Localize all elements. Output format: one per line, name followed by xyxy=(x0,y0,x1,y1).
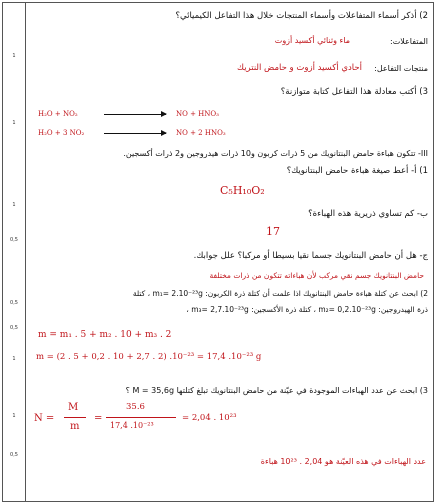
question-3-count: 3) ابحث عن عدد الهباءات الموجودة في عيّنة من حامض البنتانويك تبلغ كتلتها M = 35,6g ؟ xyxy=(125,386,428,395)
question-1a: 1) أ- أعط صيغة هباءة حامض البنتانويك؟ xyxy=(286,166,428,176)
question-2: 2) أذكر أسماء المتفاعلات وأسماء المنتجات خلال هذا التفاعل الكيميائي؟ xyxy=(175,11,428,21)
reaction-arrow-icon xyxy=(104,114,166,115)
part3-intro: III- تتكون هباءة حامض البنتانويك من 5 ذرات كربون و10 ذرات هيدروجين و2 ذرات أكسجين. xyxy=(123,149,428,158)
n-result: = 2,04 . 10²³ xyxy=(182,413,237,423)
reactants-label: المتفاعلات: xyxy=(390,37,428,46)
grade-mark: 1 xyxy=(12,413,16,419)
formula-answer: C₅H₁₀O₂ xyxy=(220,184,265,197)
equals-sign: = xyxy=(94,413,103,424)
question-2-mass-line1: 2) ابحث عن كتلة هباءة حامض البنتانويك اذا علمت أن كتلة ذرة الكربون: m₁= 2.10⁻²³g ، كتلة xyxy=(132,289,428,298)
n-numerator: M xyxy=(68,402,79,413)
n-denominator-value: 17,4 .10⁻²³ xyxy=(110,421,154,430)
products-label: منتجات التفاعل: xyxy=(374,64,428,73)
n-denominator: m xyxy=(70,421,80,432)
grade-mark: 0,5 xyxy=(10,300,18,306)
n-label: N = xyxy=(34,413,55,424)
equation-1-left: H₂O + NO₂ xyxy=(38,110,78,118)
grade-mark: 1 xyxy=(12,120,16,126)
mass-formula: m = m₁ . 5 + m₂ . 10 + m₃ . 2 xyxy=(38,330,172,340)
n-numerator-value: 35.6 xyxy=(126,402,145,412)
grade-mark: 0,5 xyxy=(10,237,18,243)
grade-mark: 0,5 xyxy=(10,325,18,331)
grade-margin-column xyxy=(3,3,26,501)
atomicity-answer: 17 xyxy=(266,225,280,238)
final-answer: عدد الهباءات في هذه العيّنة هو 2,04 . 10²³ هباءة xyxy=(260,457,426,466)
reactants-answer: ماء وثنائي أكسيد أزوت xyxy=(274,36,350,45)
question-1c-answer: حامض البنتانويك جسم نقي مركب لأن هباءاته تتكون من ذرات مختلفة xyxy=(209,271,424,280)
fraction-bar xyxy=(106,417,176,418)
question-1b: ب- كم تساوي ذريرية هذه الهباءة؟ xyxy=(308,209,428,219)
equation-2-right: NO + 2 HNO₃ xyxy=(176,129,226,137)
grade-mark: 1 xyxy=(12,53,16,59)
question-1c: ج- هل أن حامض البنتانويك جسما نقيا بسيطا أو مركبا؟ علل جوابك. xyxy=(193,251,428,261)
question-3: 3) أكتب معادلة هذا التفاعل كتابة متوازنة؟ xyxy=(280,87,428,97)
mass-calculation: m = (2 . 5 + 0,2 . 10 + 2,7 . 2) .10⁻²³ = 17,4 .10⁻²³ g xyxy=(36,352,262,362)
equation-1-right: NO + HNO₃ xyxy=(176,110,219,118)
grade-mark: 1 xyxy=(12,202,16,208)
fraction-bar xyxy=(64,417,86,418)
products-answer: أحادي أكسيد أزوت و حامض النتريك xyxy=(237,63,362,73)
question-2-mass-line2: ذرة الهيدروجين: m₂= 0,2.10⁻²³g ، كتلة ذرة الأكسجين: m₃= 2,7.10⁻²³g ، xyxy=(186,305,428,314)
grade-mark: 0,5 xyxy=(10,452,18,458)
reaction-arrow-icon xyxy=(104,133,166,134)
grade-mark: 1 xyxy=(12,356,16,362)
equation-2-left: H₂O + 3 NO₂ xyxy=(38,129,85,137)
